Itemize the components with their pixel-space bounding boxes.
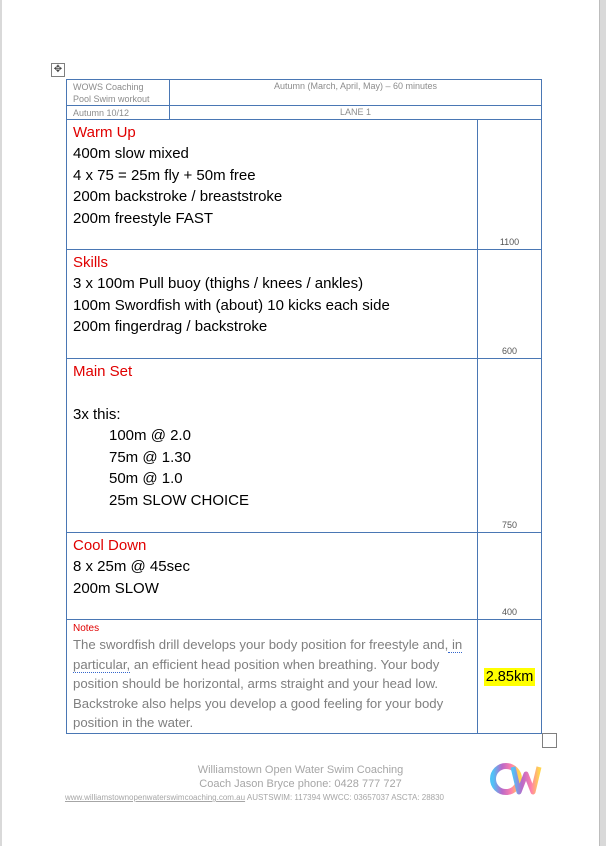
logo-text: OW <box>516 796 518 797</box>
warmup-title: Warm Up <box>73 124 136 141</box>
session-id[interactable]: Autumn 10/12 <box>67 106 170 120</box>
org-line1: WOWS Coaching <box>73 82 144 92</box>
mainset-line: 25m SLOW CHOICE <box>109 491 250 509</box>
footer-website-link[interactable]: www.williamstownopenwaterswimcoaching.com.au <box>65 793 246 802</box>
notes-text-part: The swordfish drill develops your body position for freestyle and, <box>73 637 449 652</box>
skills-section[interactable] <box>67 250 478 359</box>
mainset-line: 100m @ 2.0 <box>109 427 191 444</box>
mainset-line: 75m @ 1.30 <box>109 448 191 466</box>
warmup-line: 4 x 75 = 25m fly + 50m free <box>73 166 256 184</box>
notes-text-flagged: in particular, <box>73 637 463 672</box>
notes-text-part: an efficient head position when breathing. Your body position should be horizontal, arms straight and your head low. Backstroke also helps you develop a good feeling for your body position in the water. <box>73 656 444 731</box>
notes-section[interactable] <box>67 620 478 734</box>
workout-table <box>66 79 542 734</box>
org-cell[interactable] <box>67 80 170 106</box>
org-line2: Pool Swim workout <box>73 94 150 104</box>
lane-label[interactable]: LANE 1 <box>170 106 542 120</box>
cooldown-line: 200m SLOW <box>73 579 159 597</box>
mainset-distance[interactable]: 750 <box>478 359 542 533</box>
mainset-line: 50m @ 1.0 <box>109 470 183 487</box>
skills-title: Skills <box>73 254 109 271</box>
mainset-title: Main Set <box>73 363 133 380</box>
warmup-line: 400m slow mixed <box>73 145 189 162</box>
season-title[interactable]: Autumn (March, April, May) – 60 minutes <box>170 80 542 106</box>
skills-line: 3 x 100m Pull buoy (thighs / knees / ankles) <box>73 275 364 292</box>
cooldown-title: Cool Down <box>73 537 147 554</box>
footer-links <box>65 793 444 802</box>
footer-coach: Coach Jason Bryce phone: 0428 777 727 <box>199 778 402 790</box>
cooldown-section[interactable] <box>67 533 478 620</box>
warmup-distance[interactable]: 1100 <box>478 120 542 250</box>
blank-line <box>73 382 477 404</box>
warmup-line: 200m backstroke / breaststroke <box>73 188 283 205</box>
total-cell[interactable] <box>478 620 542 734</box>
notes-text <box>73 635 477 733</box>
total-distance: 2.85km <box>485 669 534 686</box>
document-page <box>2 0 600 846</box>
skills-line: 100m Swordfish with (about) 10 kicks each side <box>73 296 390 314</box>
footer-accreditations: AUSTSWIM: 117394 WWCC: 03657037 ASCTA: 28830 <box>246 793 444 802</box>
notes-title: Notes <box>73 623 100 634</box>
cooldown-line: 8 x 25m @ 45sec <box>73 558 190 575</box>
footer-name: Williamstown Open Water Swim Coaching <box>197 764 404 776</box>
warmup-line: 200m freestyle FAST <box>73 209 214 227</box>
skills-distance[interactable]: 600 <box>478 250 542 359</box>
cooldown-distance[interactable]: 400 <box>478 533 542 620</box>
table-resize-handle-icon[interactable] <box>542 733 557 748</box>
mainset-intro: 3x this: <box>73 405 121 423</box>
ow-logo-icon <box>491 762 541 796</box>
skills-line: 200m fingerdrag / backstroke <box>73 318 268 335</box>
mainset-section[interactable] <box>67 359 478 533</box>
warmup-section[interactable] <box>67 120 478 250</box>
table-move-handle-icon[interactable]: ✥ <box>51 63 65 77</box>
